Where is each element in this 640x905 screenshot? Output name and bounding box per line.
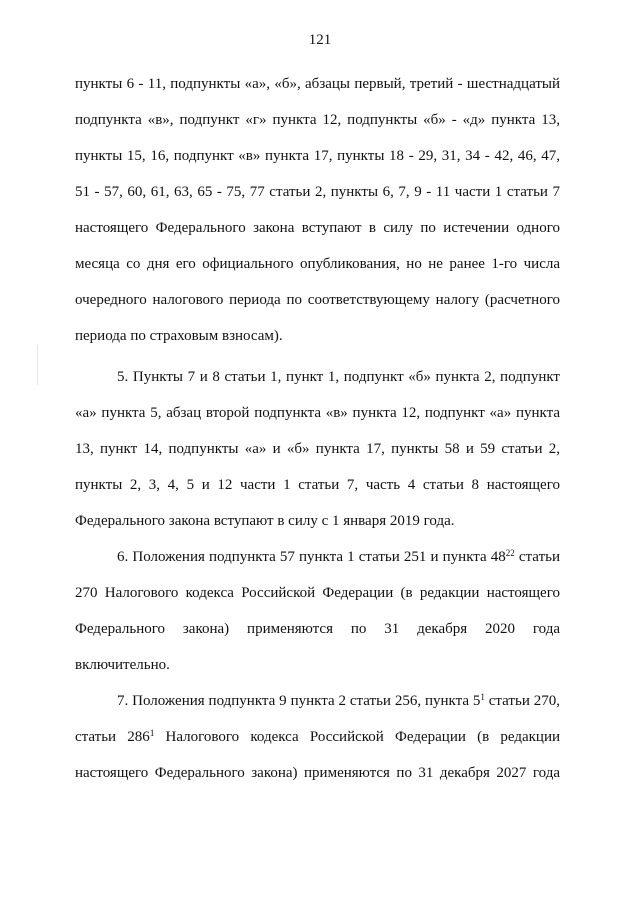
text-line: Федерального закона вступают в силу с 1 января 2019 года. <box>75 513 455 529</box>
text-line: очередного налогового периода по соответствующему налогу (расчетного <box>75 292 560 308</box>
text-segment: статьи <box>514 549 560 565</box>
text-segment: статьи 270, <box>484 693 560 709</box>
superscript: 22 <box>505 548 515 558</box>
text-line: Федерального закона) применяются по 31 декабря 2020 года <box>75 621 560 637</box>
text-line <box>75 728 560 746</box>
text-line: 270 Налогового кодекса Российской Федерации (в редакции настоящего <box>75 585 560 601</box>
text-line: подпункта «в», подпункт «г» пункта 12, подпункты «б» - «д» пункта 13, <box>75 112 560 128</box>
text-line: пункты 6 - 11, подпункты «а», «б», абзацы первый, третий - шестнадцатый <box>75 76 560 92</box>
paragraph-start-line <box>117 548 560 566</box>
superscript: 1 <box>480 692 485 702</box>
text-segment: Налогового кодекса Российской Федерации (в редакции <box>154 729 560 745</box>
text-line: пункты 15, 16, подпункт «в» пункта 17, пункты 18 - 29, 31, 34 - 42, 46, 47, <box>75 148 560 164</box>
text-line: «а» пункта 5, абзац второй подпункта «в» пункта 12, подпункт «а» пункта <box>75 405 560 421</box>
text-line: настоящего Федерального закона вступают в силу по истечении одного <box>75 220 560 236</box>
page-number: 121 <box>308 32 332 48</box>
text-segment: 7. Положения подпункта 9 пункта 2 статьи 256, пункта 5 <box>117 693 481 709</box>
text-segment: 6. Положения подпункта 57 пункта 1 статьи 251 и пункта 48 <box>117 549 506 565</box>
paragraph-start-line <box>117 692 560 710</box>
margin-mark <box>37 345 38 385</box>
text-line: настоящего Федерального закона) применяются по 31 декабря 2027 года <box>75 765 560 781</box>
text-line: 13, пункт 14, подпункты «а» и «б» пункта 17, пункты 58 и 59 статьи 2, <box>75 441 560 457</box>
text-line: периода по страховым взносам). <box>75 328 283 344</box>
text-line: месяца со дня его официального опубликования, но не ранее 1-го числа <box>75 256 560 272</box>
text-line: пункты 2, 3, 4, 5 и 12 части 1 статьи 7, часть 4 статьи 8 настоящего <box>75 477 560 493</box>
paragraph-start-line: 5. Пункты 7 и 8 статьи 1, пункт 1, подпункт «б» пункта 2, подпункт <box>117 369 560 385</box>
text-segment: статьи 286 <box>75 729 150 745</box>
text-line: включительно. <box>75 657 170 673</box>
superscript: 1 <box>149 728 155 738</box>
text-line: 51 - 57, 60, 61, 63, 65 - 75, 77 статьи 2, пункты 6, 7, 9 - 11 части 1 статьи 7 <box>75 184 560 200</box>
